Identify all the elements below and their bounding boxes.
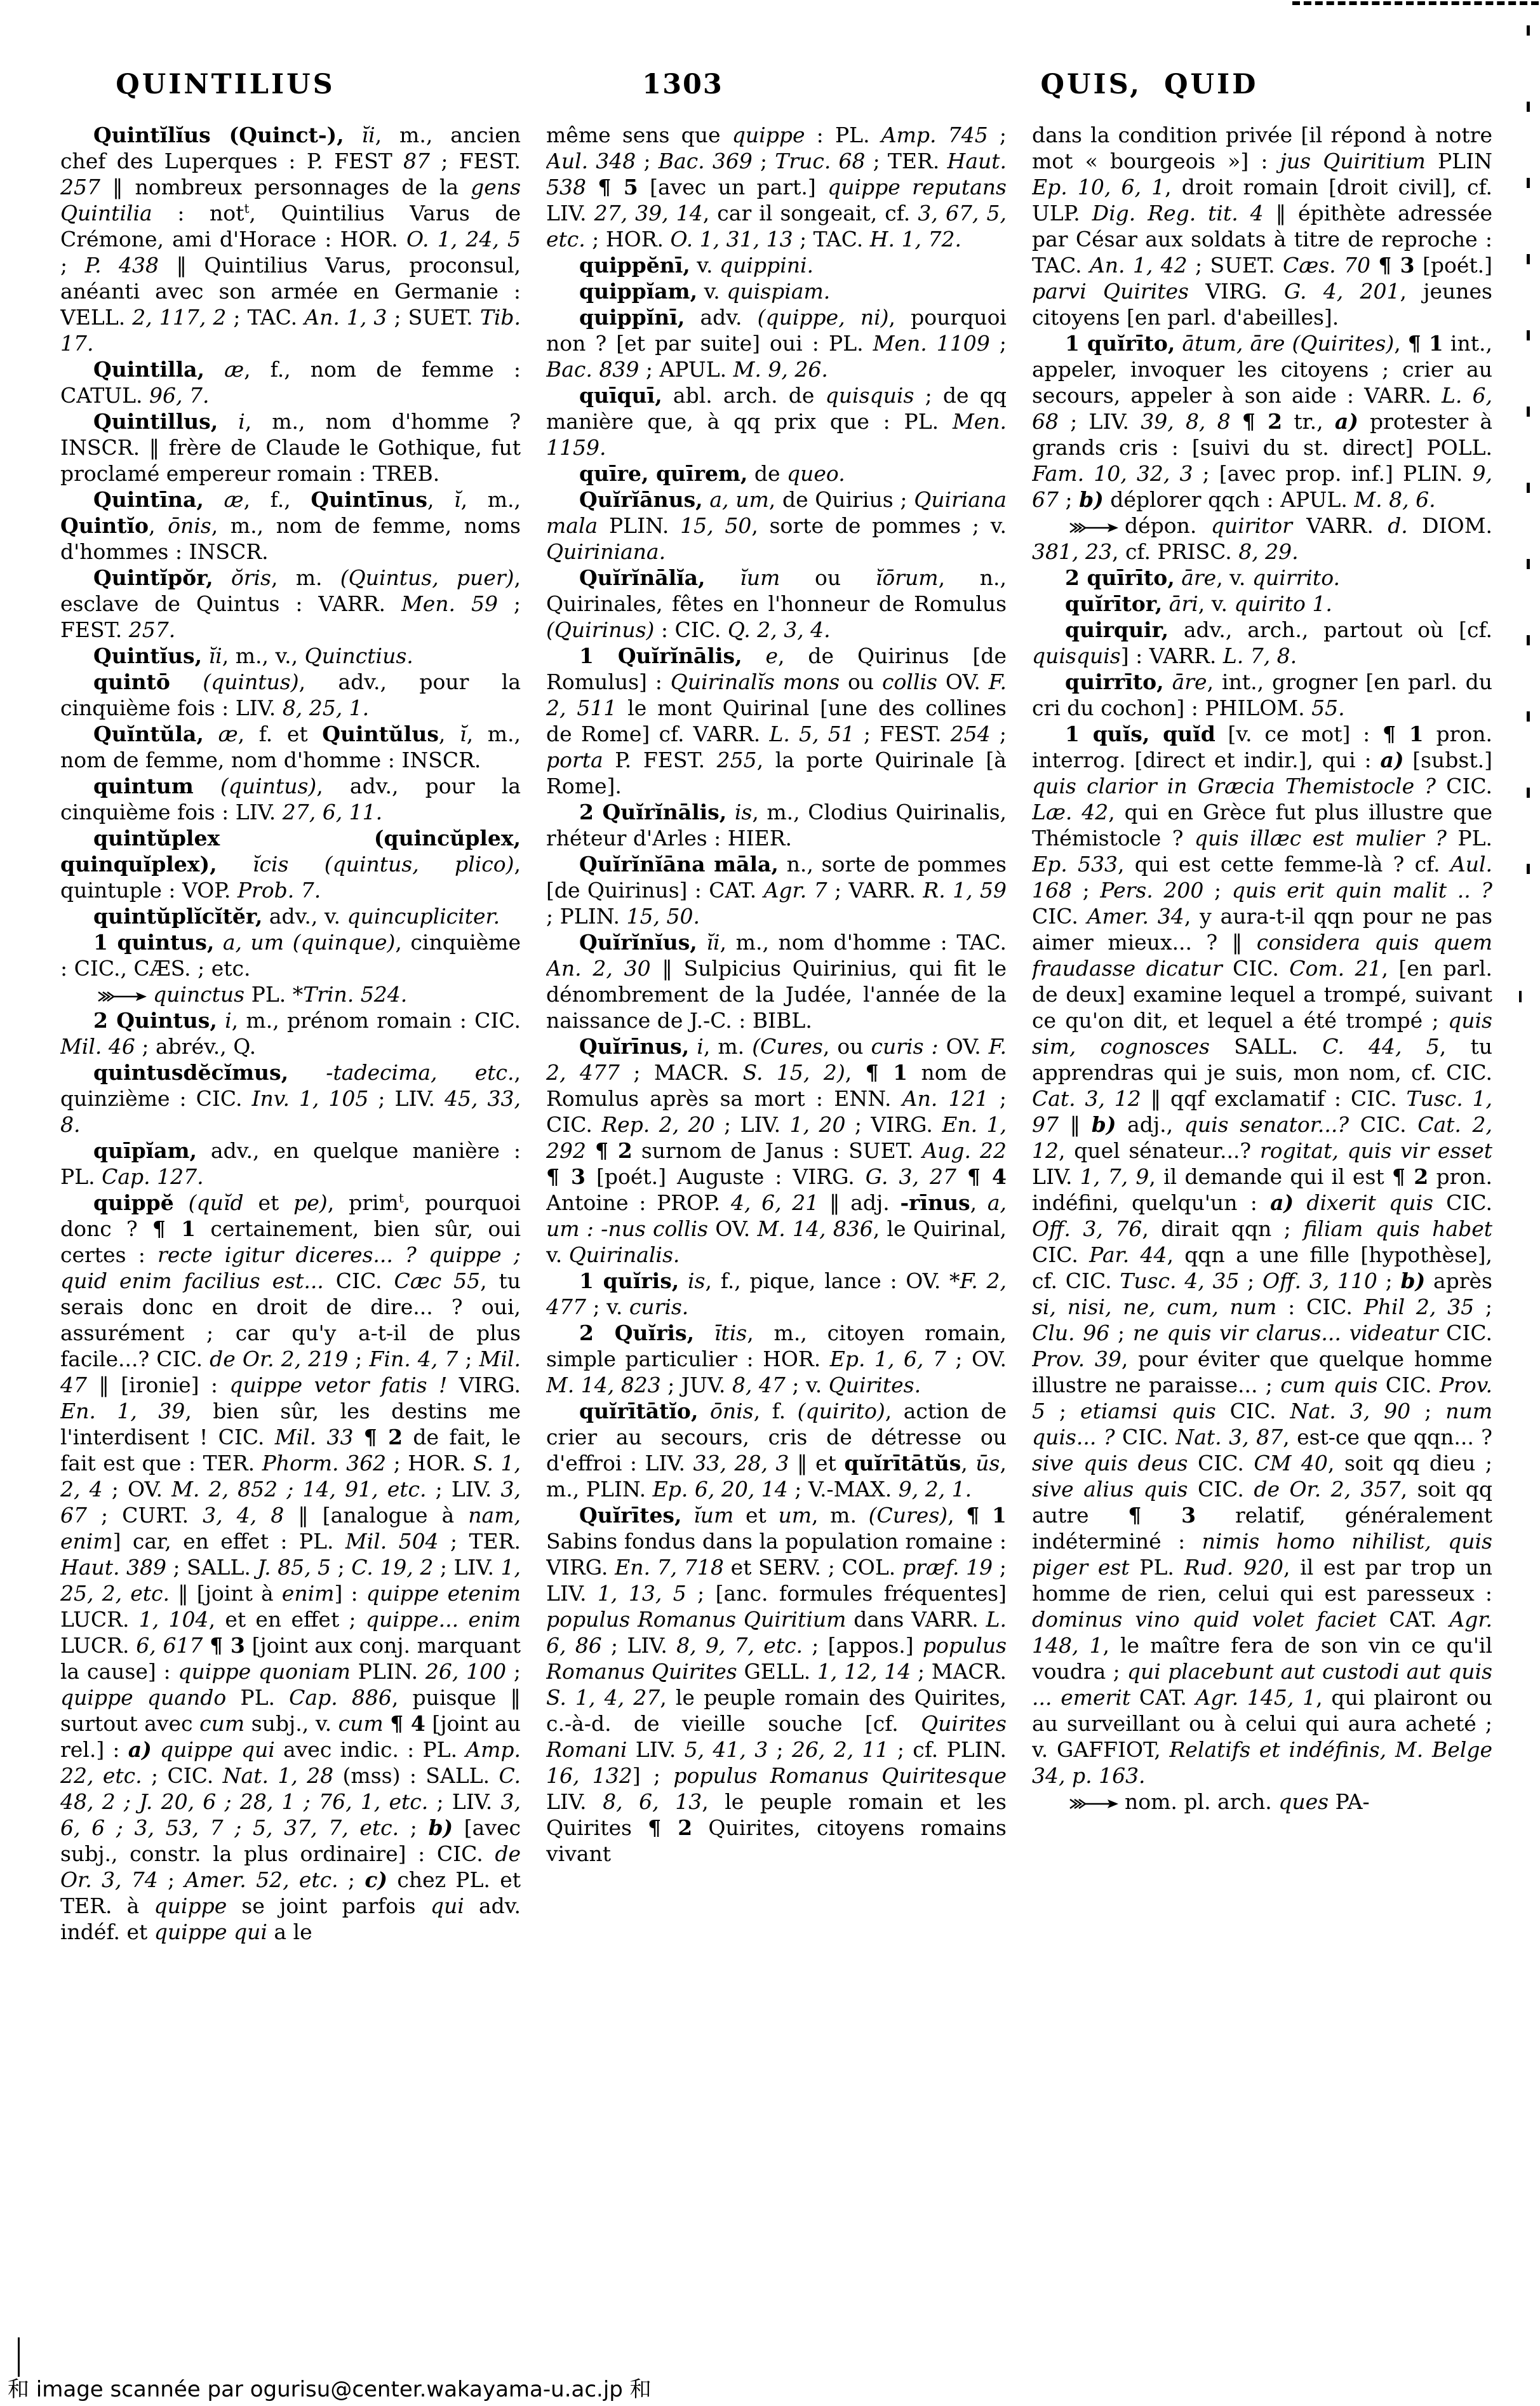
headword: quīquī, (579, 383, 662, 408)
headword: quĭrītor, (1065, 591, 1163, 616)
column-2 (546, 122, 1007, 2355)
derivation-note: quinctus PL. *Trin. 524. (60, 981, 521, 1007)
entry-continuation: même sens que quippe : PL. Amp. 745 ; Aul. 348 ; Bac. 369 ; Truc. 68 ; TER. Haut. 538 ¶ 5 [avec un part.] quippe reputans LIV. 27, 39, 14, car il songeait, cf. 3, 67, 5, etc. ; HOR. O. 1, 31, 13 ; TAC. H. 1, 72. (546, 123, 1007, 252)
dictionary-entry: quirquir, adv., arch., partout où [cf. quisquis] : VARR. L. 7, 8. (1032, 617, 1492, 668)
headword: Quĭrĭnĭus, (579, 930, 697, 955)
dictionary-entry: quīre, quīrem, de queo. (579, 461, 845, 486)
dictionary-entry: Quĭrĭnālĭa, ĭum ou ĭōrum, n., Quirinales, fêtes en l'honneur de Romulus (Quirinus) : CIC. Q. 2, 3, 4. (546, 565, 1007, 642)
dictionary-entry: 2 Quĭrĭnālis, is, m., Clodius Quirinalis, rhéteur d'Arles : HIER. (546, 800, 1007, 850)
derivation-arrow-icon (1069, 521, 1118, 534)
scan-artifact-left-line (18, 2337, 20, 2377)
scan-credit: 和 image scannée par ogurisu@center.wakayama-u.ac.jp 和 (8, 2377, 652, 2402)
running-head-right: QUIS, QUID (1040, 69, 1259, 100)
headword: Quĭrĭnālĭa, (579, 565, 706, 590)
headword: quippĕ (93, 1190, 174, 1215)
headword: 2 Quĭris, (579, 1321, 695, 1345)
dictionary-entry: 1 quĭs, quĭd [v. ce mot] : ¶ 1 pron. interrog. [direct et indir.], qui : a) [subst.] quis clarior in Græcia Themistocle ? CIC. Læ. 42, qui en Grèce fut plus illustre que Thémistocle ? quis illæc est mulier ? PL. Ep. 533, qui est cette femme-là ? cf. Aul. 168 ; Pers. 200 ; quis erit quin malit .. ? CIC. Amer. 34, y aura-t-il qqn pour ne pas aimer mieux... ? ‖ considera quis quem fraudasse dicatur CIC. Com. 21, [en parl. de deux] examine lequel a trompé, suivant ce qu'on dit, et lequel a été trompé ; quis sim, cognosces SALL. C. 44, 5, tu apprendras qui je suis, mon nom, cf. CIC. Cat. 3, 12 ‖ qqf exclamatif : CIC. Tusc. 1, 97 ‖ b) adj., quis senator...? CIC. Cat. 2, 12, quel sénateur...? rogitat, quis vir esset LIV. 1, 7, 9, il demande qui il est ¶ 2 pron. indéfini, quelqu'un : a) dixerit quis CIC. Off. 3, 76, dirait qqn ; filiam quis habet CIC. Par. 44, qqn a une fille [hypothèse], cf. CIC. Tusc. 4, 35 ; Off. 3, 110 ; b) après si, nisi, ne, cum, num : CIC. Phil 2, 35 ; Clu. 96 ; ne quis vir clarus... videatur CIC. Prov. 39, pour éviter que quelque homme illustre ne paraisse... ; cum quis CIC. Prov. 5 ; etiamsi quis CIC. Nat. 3, 90 ; num quis... ? CIC. Nat. 3, 87, est-ce que qqn... ? sive quis deus CIC. CM 40, soit qq dieu ; sive alius quis CIC. de Or. 2, 357, soit qq autre ¶ 3 relatif, généralement indéterminé : nimis homo nihilist, quis piger est PL. Rud. 920, il est par trop un homme de rien, celui qui est paresseux : dominus vino quid volet faciet CAT. Agr. 148, 1, le maître fera de son vin ce qu'il voudra ; qui placebunt aut custodi aut quis ... emerit CAT. Agr. 145, 1, qui plairont ou au surveillant ou à celui qui aura acheté ; v. GAFFIOT, Relatifs et indéfinis, M. Belge 34, p. 163. (1032, 722, 1492, 1788)
dictionary-entry: quintō (quintus), adv., pour la cinquième fois : LIV. 8, 25, 1. (60, 669, 521, 720)
headword: 1 quĭs, quĭd (1065, 722, 1215, 746)
headword: Quintĭpŏr, (93, 565, 213, 590)
dictionary-entry: 1 quintus, a, um (quinque), cinquième : CIC., CÆS. ; etc. (60, 930, 521, 981)
headword: Quĭrĭnĭāna māla, (579, 852, 779, 877)
headword: Quĭrītes, (579, 1503, 682, 1528)
dictionary-entry: quintusdĕcĭmus, -tadecima, etc., quinzième : CIC. Inv. 1, 105 ; LIV. 45, 33, 8. (60, 1060, 521, 1137)
running-head-left: QUINTILIUS (116, 69, 335, 100)
dictionary-entry: Quintillus, i, m., nom d'homme ? INSCR. ‖ frère de Claude le Gothique, fut proclamé empereur romain : TREB. (60, 409, 521, 486)
headword: quintŭplĭcĭtĕr, (93, 904, 263, 929)
headword: quippĕnī, (579, 253, 690, 278)
headword: Quĭrīnus, (579, 1034, 690, 1059)
dictionary-entry: Quintĭpŏr, ŏris, m. (Quintus, puer), esclave de Quintus : VARR. Men. 59 ; FEST. 257. (60, 565, 521, 642)
headword: Quintillus, (93, 409, 218, 434)
headword: Quĭrĭānus, (579, 487, 703, 512)
dictionary-entry: Quintĭus, ĭi, m., v., Quinctius. (93, 643, 413, 668)
headword: 1 quĭrīto, (1065, 331, 1175, 356)
dictionary-entry: quintum (quintus), adv., pour la cinquième fois : LIV. 27, 6, 11. (60, 774, 521, 824)
dictionary-entry: quippĭnī, adv. (quippe, ni), pourquoi non ? [et par suite] oui : PL. Men. 1109 ; Bac. 839 ; APUL. M. 9, 26. (546, 305, 1007, 382)
headword: quippĭam, (579, 279, 698, 304)
scan-artifact-speck (1519, 991, 1522, 1002)
dictionary-entry: quĭrītor, āri, v. quirito 1. (1065, 591, 1332, 616)
headword: Quintĭlĭus (Quinct-), (93, 123, 344, 147)
dictionary-entry: Quĭrĭnĭus, ĭi, m., nom d'homme : TAC. An. 2, 30 ‖ Sulpicius Quirinius, qui fit le dénombrement de la Judée, l'année de la naissance de J.-C. : BIBL. (546, 930, 1007, 1033)
dictionary-entry: 2 quīrīto, āre, v. quirrito. (1065, 565, 1340, 590)
headword: 1 Quĭrĭnālis, (579, 643, 742, 668)
page-number: 1303 (642, 69, 723, 100)
dictionary-entry: Quĭrīnus, i, m. (Cures, ou curis : OV. F. 2, 477 ; MACR. S. 15, 2), ¶ 1 nom de Romulus après sa mort : ENN. An. 121 ; CIC. Rep. 2, 20 ; LIV. 1, 20 ; VIRG. En. 1, 292 ¶ 2 surnom de Janus : SUET. Aug. 22 ¶ 3 [poét.] Auguste : VIRG. G. 3, 27 ¶ 4 Antoine : PROP. 4, 6, 21 ‖ adj. -rīnus, a, um : -nus collis OV. M. 14, 836, le Quirinal, v. Quirinalis. (546, 1034, 1007, 1267)
headword: Quĭntŭla, (93, 722, 204, 746)
dictionary-entry: Quintĭlĭus (Quinct-), ĭi, m., ancien chef des Luperques : P. FEST 87 ; FEST. 257 ‖ nombreux personnages de la gens Quintilia : not$^t$, Quintilius Varus de Crémone, ami d'Horace : HOR. O. 1, 24, 5 ; P. 438 ‖ Quintilius Varus, proconsul, anéanti avec son armée en Germanie : VELL. 2, 117, 2 ; TAC. An. 1, 3 ; SUET. Tib. 17. (60, 123, 521, 356)
headword: Quintīna, (93, 487, 204, 512)
column-3 (1032, 122, 1492, 2355)
headword: 2 Quĭrĭnālis, (579, 800, 727, 824)
dictionary-entry: Quintīna, æ, f., Quintīnus, ĭ, m., Quintĭo, ōnis, m., nom de femme, noms d'hommes : INSCR. (60, 487, 521, 564)
dictionary-entry: quippĭam, v. quispiam. (579, 279, 831, 304)
headword: 1 quintus, (93, 930, 215, 955)
dictionary-entry: 1 quĭris, is, f., pique, lance : OV. *F. 2, 477 ; v. curis. (546, 1268, 1007, 1319)
headword: 2 quīrīto, (1065, 565, 1175, 590)
dictionary-entry: quīquī, abl. arch. de quisquis ; de qq manière que, à qq prix que : PL. Men. 1159. (546, 383, 1007, 460)
dictionary-entry: quirrīto, āre, int., grogner [en parl. du cri du cochon] : PHILOM. 55. (1032, 669, 1492, 720)
headword: Quintilla, (93, 357, 204, 382)
derivation-arrow-icon (1069, 1798, 1118, 1810)
columns (60, 122, 1492, 2355)
dictionary-entry: Quĭrĭānus, a, um, de Quirius ; Quiriana mala PLIN. 15, 50, sorte de pommes ; v. Quiriniana. (546, 487, 1007, 564)
headword: quīpĭam, (93, 1138, 198, 1163)
dictionary-entry: 2 Quĭris, ītis, m., citoyen romain, simple particulier : HOR. Ep. 1, 6, 7 ; OV. M. 14, 823 ; JUV. 8, 47 ; v. Quirites. (546, 1321, 1007, 1397)
dictionary-entry: Quintilla, æ, f., nom de femme : CATUL. 96, 7. (60, 357, 521, 408)
dictionary-entry: quippĕnī, v. quippini. (579, 253, 814, 278)
dictionary-entry: quintŭplĭcĭtĕr, adv., v. quincupliciter. (93, 904, 500, 929)
scan-artifact-right-dashes (1527, 25, 1530, 927)
column-1 (60, 122, 521, 2355)
headword: quintō (93, 669, 170, 694)
dictionary-entry: Quĭntŭla, æ, f. et Quintŭlus, ĭ, m., nom de femme, nom d'homme : INSCR. (60, 722, 521, 772)
headword: quintusdĕcĭmus, (93, 1060, 289, 1085)
dictionary-entry: Quĭrĭnĭāna māla, n., sorte de pommes [de Quirinus] : CAT. Agr. 7 ; VARR. R. 1, 59 ; PLIN. 15, 50. (546, 852, 1007, 929)
headword: quippĭnī, (579, 305, 685, 330)
headword: quīre, quīrem, (579, 461, 748, 486)
dictionary-entry: quintŭplex (quincŭplex, quinquĭplex), ĭcis (quintus, plico), quintuple : VOP. Prob. 7. (60, 826, 521, 903)
headword: quintum (93, 774, 194, 798)
scan-artifact-top-dashes (1292, 1, 1539, 5)
dictionary-entry: Quĭrītes, ĭum et um, m. (Cures), ¶ 1 Sabins fondus dans la population romaine : VIRG. En. 7, 718 et SERV. ; COL. præf. 19 ; LIV. 1, 13, 5 ; [anc. formules fréquentes] populus Romanus Quiritium dans VARR. L. 6, 86 ; LIV. 8, 9, 7, etc. ; [appos.] populus Romanus Quirites GELL. 1, 12, 14 ; MACR. S. 1, 4, 27, le peuple romain des Quirites, c.-à-d. de vieille souche [cf. Quirites Romani LIV. 5, 41, 3 ; 26, 2, 11 ; cf. PLIN. 16, 132] ; populus Romanus Quiritesque LIV. 8, 6, 13, le peuple romain et les Quirites ¶ 2 Quirites, citoyens romains vivant (546, 1503, 1007, 1866)
entry-continuation: dans la condition privée [il répond à notre mot « bourgeois »] : jus Quiritium PLIN Ep. 10, 6, 1, droit romain [droit civil], cf. ULP. Dig. Reg. tit. 4 ‖ épithète adressée par César aux soldats à titre de reproche : TAC. An. 1, 42 ; SUET. Cæs. 70 ¶ 3 [poét.] parvi Quirites VIRG. G. 4, 201, jeunes citoyens [en parl. d'abeilles]. (1032, 123, 1492, 330)
headword: quirquir, (1065, 617, 1169, 642)
dictionary-entry: quippĕ (quĭd et pe), prim$^t$, pourquoi donc ? ¶ 1 certainement, bien sûr, oui certes : recte igitur diceres... ? quippe ; quid enim facilius est... CIC. Cæc 55, tu serais donc en droit de dire... ? oui, assurément ; car qu'y a-t-il de plus facile...? CIC. de Or. 2, 219 ; Fin. 4, 7 ; Mil. 47 ‖ [ironie] : quippe vetor fatis ! VIRG. En. 1, 39, bien sûr, les destins me l'interdisent ! CIC. Mil. 33 ¶ 2 de fait, le fait est que : TER. Phorm. 362 ; HOR. S. 1, 2, 4 ; OV. M. 2, 852 ; 14, 91, etc. ; LIV. 3, 67 ; CURT. 3, 4, 8 ‖ [analogue à nam, enim] car, en effet : PL. Mil. 504 ; TER. Haut. 389 ; SALL. J. 85, 5 ; C. 19, 2 ; LIV. 1, 25, 2, etc. ‖ [joint à enim] : quippe etenim LUCR. 1, 104, et en effet ; quippe... enim LUCR. 6, 617 ¶ 3 [joint aux conj. marquant la cause] : quippe quoniam PLIN. 26, 100 ; quippe quando PL. Cap. 886, puisque ‖ surtout avec cum subj., v. cum ¶ 4 [joint au rel.] : a) quippe qui avec indic. : PL. Amp. 22, etc. ; CIC. Nat. 1, 28 (mss) : SALL. C. 48, 2 ; J. 20, 6 ; 28, 1 ; 76, 1, etc. ; LIV. 3, 6, 6 ; 3, 53, 7 ; 5, 37, 7, etc. ; b) [avec subj., constr. la plus ordinaire] : CIC. de Or. 3, 74 ; Amer. 52, etc. ; c) chez PL. et TER. à quippe se joint parfois qui adv. indéf. et quippe qui a le (60, 1190, 521, 1944)
dictionary-entry: quīpĭam, adv., en quelque manière : PL. Cap. 127. (60, 1138, 521, 1189)
headword: quĭrītātĭo, (579, 1399, 699, 1423)
derivation-note: dépon. quiritor VARR. d. DIOM. 381, 23, cf. PRISC. 8, 29. (1032, 513, 1492, 564)
dictionary-entry: 2 Quintus, i, m., prénom romain : CIC. Mil. 46 ; abrév., Q. (60, 1008, 521, 1059)
derivation-note: nom. pl. arch. ques PA- (1032, 1789, 1492, 1815)
headword: Quintĭus, (93, 643, 203, 668)
headword: 2 Quintus, (93, 1008, 217, 1033)
headword: quintŭplex (quincŭplex, quinquĭplex), (60, 826, 521, 877)
dictionary-entry: 1 quĭrīto, ātum, āre (Quirites), ¶ 1 int., appeler, invoquer les citoyens ; crier au secours, appeler à son aide : VARR. L. 6, 68 ; LIV. 39, 8, 8 ¶ 2 tr., a) protester à grands cris : [suivi du st. direct] POLL. Fam. 10, 32, 3 ; [avec prop. inf.] PLIN. 9, 67 ; b) déplorer qqch : APUL. M. 8, 6. (1032, 331, 1492, 512)
headword: quirrīto, (1065, 669, 1164, 694)
dictionary-entry: 1 Quĭrĭnālis, e, de Quirinus [de Romulus] : Quirinalĭs mons ou collis OV. F. 2, 511 le mont Quirinal [une des collines de Rome] cf. VARR. L. 5, 51 ; FEST. 254 ; porta P. FEST. 255, la porte Quirinale [à Rome]. (546, 643, 1007, 798)
derivation-arrow-icon (97, 990, 147, 1003)
headword: 1 quĭris, (579, 1268, 680, 1293)
dictionary-entry: quĭrītātĭo, ōnis, f. (quirito), action de crier au secours, cris de détresse ou d'effroi : LIV. 33, 28, 3 ‖ et quĭrītātŭs, ūs, m., PLIN. Ep. 6, 20, 14 ; V.-MAX. 9, 2, 1. (546, 1399, 1007, 1502)
